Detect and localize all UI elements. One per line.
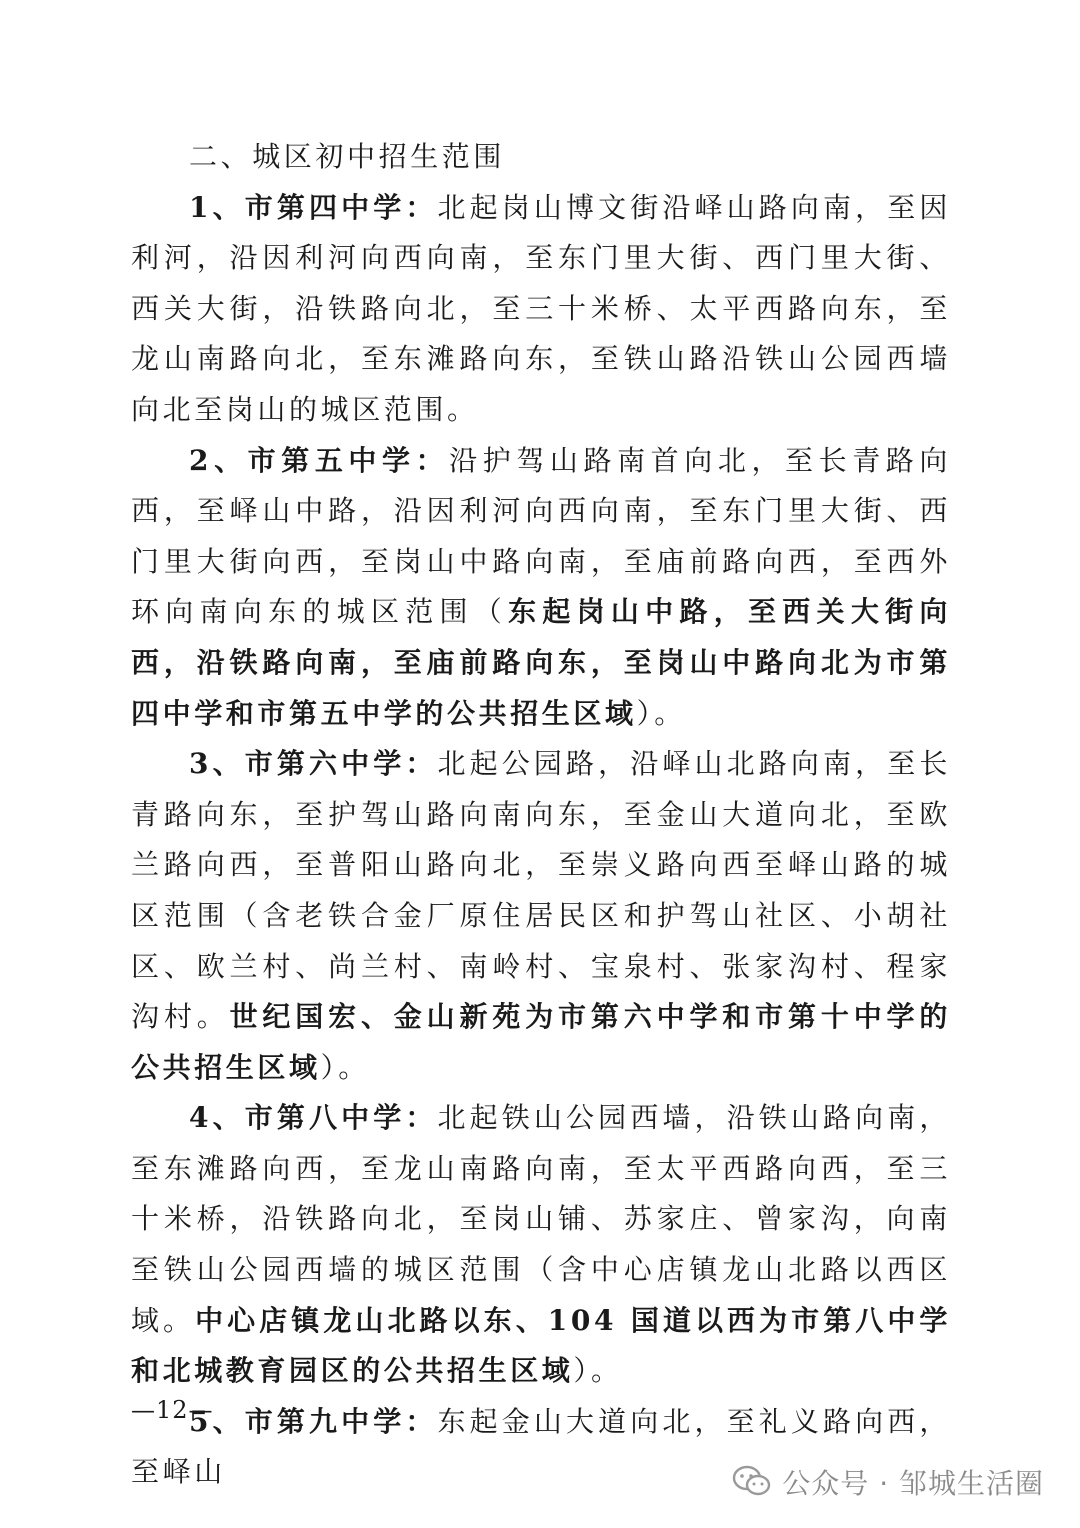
shared-zone-text: 东起岗山中路，至西关大街向西，沿铁路向南，至庙前路向东，至岗山中路向北为市第四中学和市第五中学的公共招生区域 bbox=[131, 595, 951, 730]
school-range-text: 北起铁山公园西墙，沿铁山路向南，至东滩路向西，至龙山南路向南，至太平西路向西，至三十米桥，沿铁路向北，至岗山铺、苏家庄、曾家沟，向南至铁山公园西墙的城区范围（含中心店镇龙山北路以西区域。 bbox=[131, 1101, 951, 1337]
school-range-text: 北起岗山博文街沿峄山路向南，至因利河，沿因利河向西向南，至东门里大街、西门里大街、西关大街，沿铁路向北，至三十米桥、太平西路向东，至龙山南路向北，至东滩路向东，至铁山路沿铁山公园西墙向北至岗山的城区范围。 bbox=[131, 190, 951, 426]
school-label: 4、市第八中学： bbox=[189, 1101, 438, 1135]
school-label: 5、市第九中学： bbox=[189, 1404, 438, 1438]
school-label: 2、市第五中学： bbox=[189, 443, 450, 477]
closing-text: ）。 bbox=[320, 1050, 370, 1084]
page-number: —12— bbox=[131, 1396, 214, 1424]
school-label: 3、市第六中学： bbox=[189, 747, 438, 781]
wechat-icon bbox=[732, 1465, 772, 1499]
closing-text: ）。 bbox=[573, 1354, 623, 1388]
school-range-text: 东起金山大道向北，至礼义路向西，至峄山 bbox=[131, 1404, 951, 1489]
school-item-1 bbox=[131, 183, 951, 436]
document-body bbox=[131, 132, 951, 1498]
school-item-4 bbox=[131, 1093, 951, 1397]
closing-text: ）。 bbox=[636, 696, 686, 730]
school-item-2 bbox=[131, 436, 951, 740]
shared-zone-text: 世纪国宏、金山新苑为市第六中学和市第十中学的公共招生区域 bbox=[131, 1000, 952, 1084]
school-label: 1、市第四中学： bbox=[189, 190, 438, 224]
school-range-text: 北起公园路，沿峄山北路向南，至长青路向东，至护驾山路向南向东，至金山大道向北，至欧兰路向西，至普阳山路向北，至崇义路向西至峄山路的城区范围（含老铁合金厂原住居民区和护驾山社区、小胡社区、欧兰村、尚兰村、南岭村、宝泉村、张家沟村、程家沟村。 bbox=[131, 747, 951, 1034]
watermark-text: 公众号 · 邹城生活圈 bbox=[782, 1467, 1044, 1500]
school-range-text: 沿护驾山路南首向北，至长青路向西，至峄山中路，沿因利河向西向南，至东门里大街、西门里大街向西，至岗山中路向南，至庙前路向西，至西外环向南向东的城区范围（ bbox=[131, 443, 951, 629]
account-watermark bbox=[732, 1462, 1044, 1502]
section-heading: 二、城区初中招生范围 bbox=[189, 140, 506, 173]
shared-zone-text: 中心店镇龙山北路以东、104 国道以西为市第八中学和北城教育园区的公共招生区域 bbox=[131, 1303, 951, 1388]
school-item-3 bbox=[131, 739, 951, 1093]
